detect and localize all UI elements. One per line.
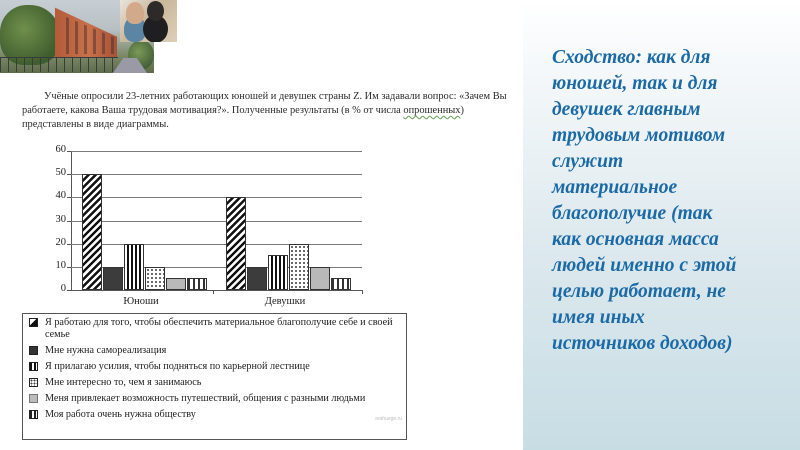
y-tick-label: 40: [55, 190, 66, 202]
solid-dark-swatch-icon: [29, 346, 38, 355]
diagonal-pattern-swatch-icon: [29, 318, 38, 327]
conclusion-line: людей именно с этой: [552, 255, 737, 276]
gridline: [71, 221, 362, 222]
chart-legend: [22, 313, 407, 440]
conclusion-line: юношей, так и для: [552, 73, 718, 94]
bar-Юноши-1: [103, 267, 123, 290]
tree-shape: [0, 5, 60, 65]
category-label-devushki: Девушки: [264, 296, 306, 307]
gridline: [71, 151, 362, 152]
conclusion-line: благополучие (так: [552, 203, 713, 224]
bar-Девушки-5: [331, 278, 351, 290]
x-axis: [67, 290, 363, 291]
y-tick-label: 10: [55, 259, 66, 271]
conclusion-line: целью работает, не: [552, 281, 726, 302]
legend-label: Мне интересно то, чем я занимаюсь: [45, 377, 202, 388]
gridline: [71, 244, 362, 245]
dots-swatch-icon: [29, 378, 38, 387]
light-gray-swatch-icon: [29, 394, 38, 403]
gridline: [71, 197, 362, 198]
bar-Юноши-5: [187, 278, 207, 290]
conclusion-line: как основная масса: [552, 229, 719, 250]
conclusion-line: материальное: [552, 177, 678, 198]
bar-Юноши-4: [166, 278, 186, 290]
bar-Юноши-0: [82, 174, 102, 290]
conclusion-line: девушек главным: [552, 99, 701, 120]
survey-description: [22, 90, 512, 132]
conclusion-line: служит: [552, 151, 624, 172]
bar-Девушки-1: [247, 267, 267, 290]
category-label-yunoshi: Юноши: [123, 296, 159, 307]
legend-label: Мне нужна самореализация: [45, 345, 167, 356]
bar-Девушки-3: [289, 244, 309, 290]
gridline: [71, 174, 362, 175]
intro-text-end: ) представлены в виде диаграммы.: [22, 105, 464, 130]
bar-Девушки-2: [268, 255, 288, 290]
y-tick-label: 60: [55, 144, 66, 155]
legend-item: [29, 345, 400, 357]
bar-Юноши-3: [145, 267, 165, 290]
bar-Девушки-0: [226, 197, 246, 290]
student-figure: [126, 2, 144, 24]
x-axis-tick: [213, 290, 214, 294]
students-working-photo: [120, 0, 177, 42]
y-tick-label: 20: [55, 236, 66, 248]
legend-label: Меня привлекает возможность путешествий, общения с разными людьми: [45, 393, 366, 404]
legend-label: Моя работа очень нужна обществу: [45, 409, 196, 420]
legend-item: [29, 409, 400, 421]
conclusion-line: имея иных: [552, 307, 645, 328]
y-tick-label: 30: [55, 213, 66, 225]
spellcheck-underlined-word: опрошенных: [403, 105, 461, 116]
legend-item: [29, 317, 400, 341]
conclusion-line: источников доходов): [552, 333, 733, 354]
y-axis-tick: [67, 290, 71, 291]
conclusion-line: трудовым мотивом: [552, 125, 726, 146]
fence: [0, 57, 118, 72]
legend-label: Я работаю для того, чтобы обеспечить материальное благополучие себе и своей семье: [45, 317, 393, 340]
y-tick-label: 0: [60, 283, 66, 294]
x-axis-tick: [362, 290, 363, 294]
vertical-stripes-swatch-icon: [29, 362, 38, 371]
student-figure: [147, 1, 164, 21]
conclusion-text: [552, 45, 792, 357]
legend-label: Я прилагаю усилия, чтобы подняться по карьерной лестнице: [45, 361, 310, 372]
source-watermark: reshuege.ru: [375, 416, 402, 422]
bar-Юноши-2: [124, 244, 144, 290]
legend-item: [29, 361, 400, 373]
conclusion-line: Сходство: как для: [552, 47, 711, 68]
legend-item: [29, 393, 400, 405]
motivation-bar-chart: [30, 140, 410, 310]
dashes-swatch-icon: [29, 410, 38, 419]
y-tick-label: 50: [55, 167, 66, 179]
intro-text: Учёные опросили 23-летних работающих юношей и девушек страны Z. Им задавали вопрос: «Зачем Вы работаете, какова Ваша трудовая мотивация?». Полученные результаты (в % от числа: [22, 91, 507, 116]
legend-item: [29, 377, 400, 389]
bar-Девушки-4: [310, 267, 330, 290]
